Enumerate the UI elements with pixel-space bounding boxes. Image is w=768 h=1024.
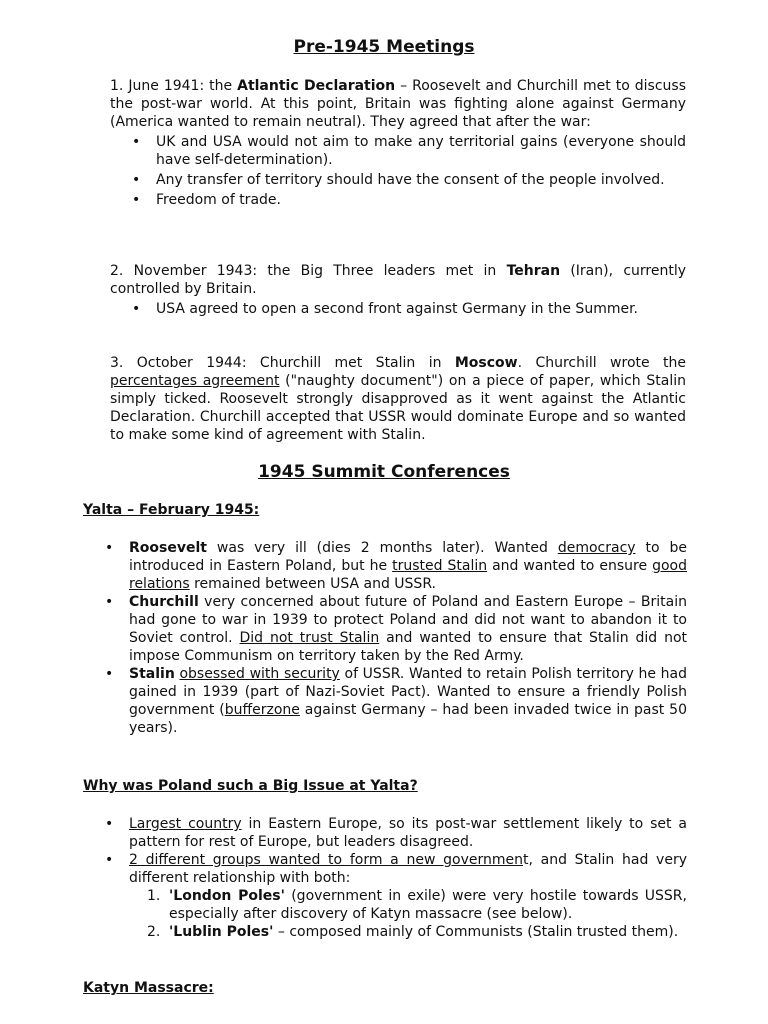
list-item-stalin: • Stalin obsessed with security of USSR. Wanted to retain Polish territory he had gained in 1939 (part of Nazi-Soviet Pact). Wanted to ensure a friendly Polish government (bufferzone against Germany – had been invaded twice in past 50 years). bbox=[83, 665, 687, 737]
list-item-roosevelt: • Roosevelt was very ill (dies 2 months later). Wanted democracy to be introduced in Eastern Poland, but he trusted Stalin and wanted to ensure good relations remained between USA and USSR. bbox=[83, 539, 687, 593]
list-item-lublin-poles: 2. 'Lublin Poles' – composed mainly of Communists (Stalin trusted them). bbox=[147, 924, 679, 940]
list-item: • USA agreed to open a second front against Germany in the Summer. bbox=[110, 300, 686, 318]
meeting-1941-bullets bbox=[110, 133, 686, 209]
meeting-1944-text: 3. October 1944: Churchill met Stalin in Moscow. Churchill wrote the percentages agreement ("naughty document") on a piece of paper, which Stalin simply ticked. Roosevelt strongly disapproved as it went against the Atlantic Declaration. Churchill accepted that USSR would dominate Europe and so wanted to make some kind of agreement with Stalin. bbox=[110, 355, 686, 443]
page-title: Pre-1945 Meetings bbox=[293, 37, 475, 57]
section-title-summits: 1945 Summit Conferences bbox=[258, 462, 510, 482]
meeting-1943-text: 2. November 1943: the Big Three leaders met in Tehran (Iran), currently controlled by Britain. bbox=[110, 263, 686, 297]
yalta-leaders-list bbox=[83, 539, 687, 737]
meeting-1943-bullets bbox=[110, 300, 686, 318]
meeting-1943 bbox=[110, 262, 686, 318]
poland-reasons-list bbox=[83, 815, 687, 941]
poland-heading: Why was Poland such a Big Issue at Yalta? bbox=[83, 778, 418, 794]
meeting-1941 bbox=[110, 77, 686, 209]
list-item-london-poles: 1. 'London Poles' (government in exile) were very hostile towards USSR, especially after discovery of Katyn massacre (see below). bbox=[147, 888, 687, 922]
list-item: • Any transfer of territory should have the consent of the people involved. bbox=[110, 171, 686, 189]
yalta-heading: Yalta – February 1945: bbox=[83, 502, 260, 518]
katyn-heading: Katyn Massacre: bbox=[83, 980, 214, 996]
meeting-1941-text: 1. June 1941: the Atlantic Declaration – Roosevelt and Churchill met to discuss the post-war world. At this point, Britain was fighting alone against Germany (America wanted to remain neutral). They agreed that after the war: bbox=[110, 78, 686, 130]
list-item: • UK and USA would not aim to make any territorial gains (everyone should have self-determination). bbox=[110, 133, 686, 169]
meeting-1944 bbox=[110, 354, 686, 444]
list-item: • Freedom of trade. bbox=[110, 191, 686, 209]
list-item-largest-country: • Largest country in Eastern Europe, so its post-war settlement likely to set a pattern for rest of Europe, but leaders disagreed. bbox=[83, 815, 687, 851]
poland-groups-sublist bbox=[129, 887, 687, 941]
list-item-two-groups: • 2 different groups wanted to form a new government, and Stalin had very different relationship with both: 1. 'London Poles' (government in exile) were very hostile towards USSR, especially after discovery of Katyn massacre (see below). 2. 'Lublin Poles' – composed mainly of Communists (Stalin trusted them). bbox=[83, 851, 687, 941]
list-item-churchill: • Churchill very concerned about future of Poland and Eastern Europe – Britain had gone to war in 1939 to protect Poland and did not want to abandon it to Soviet control. Did not trust Stalin and wanted to ensure that Stalin did not impose Communism on territory taken by the Red Army. bbox=[83, 593, 687, 665]
